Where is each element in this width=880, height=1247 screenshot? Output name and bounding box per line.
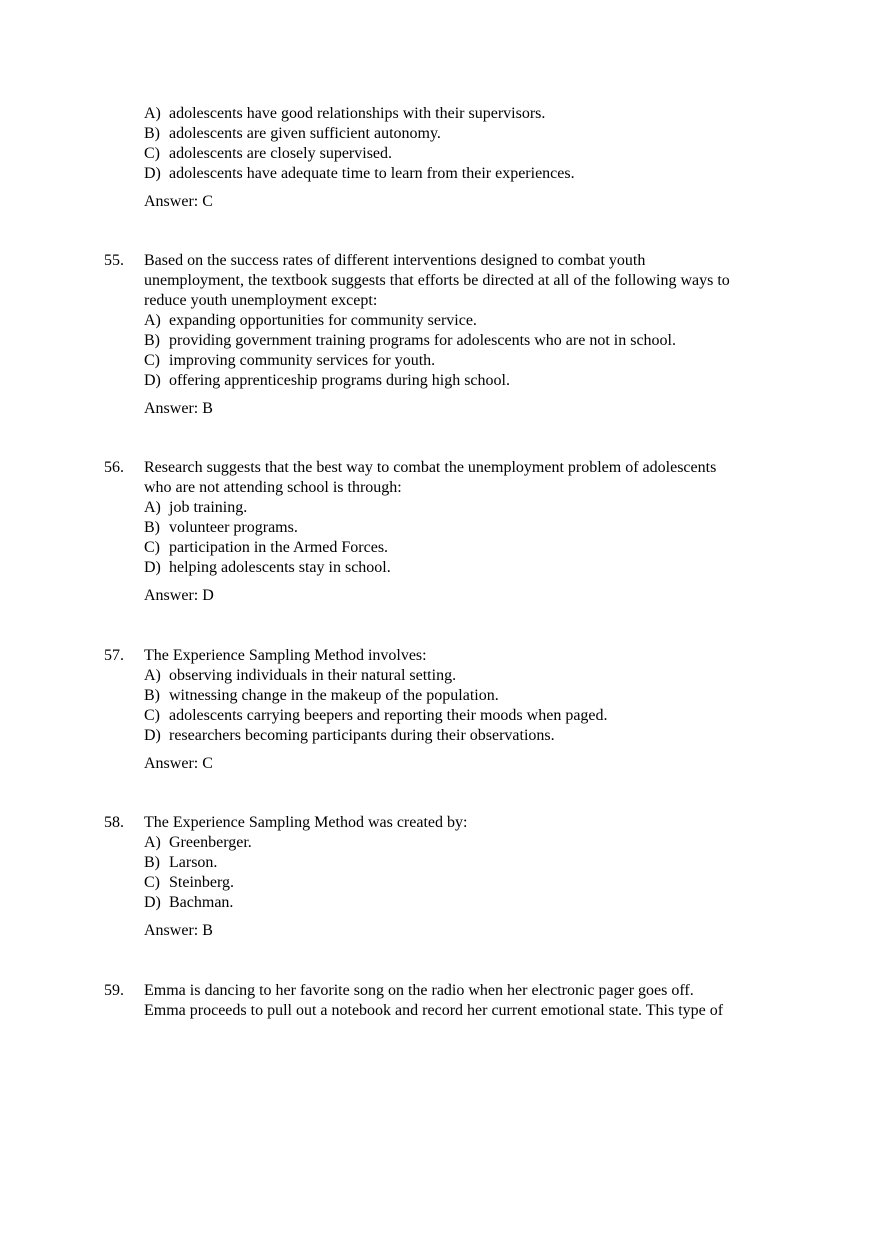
question-stem-line: Emma is dancing to her favorite song on the radio when her electronic pager goes off. [144, 982, 694, 999]
option-d: D) helping adolescents stay in school. [144, 559, 391, 576]
option-a: A) adolescents have good relationships with their supervisors. [144, 105, 546, 122]
question-number: 55. [104, 252, 124, 269]
question-stem-line: The Experience Sampling Method involves: [144, 647, 427, 664]
option-d: D) adolescents have adequate time to learn from their experiences. [144, 165, 575, 182]
option-a: A) expanding opportunities for community service. [144, 312, 477, 329]
option-b: B) witnessing change in the makeup of the population. [144, 687, 499, 704]
question-stem-line: who are not attending school is through: [144, 479, 402, 496]
option-c: C) Steinberg. [144, 874, 235, 891]
option-d: D) offering apprenticeship programs during high school. [144, 372, 510, 389]
question-stem-line: Emma proceeds to pull out a notebook and record her current emotional state. This type of [144, 1002, 724, 1019]
option-c: C) improving community services for youth. [144, 352, 436, 369]
option-b: B) adolescents are given sufficient autonomy. [144, 125, 441, 142]
question-stem-line: reduce youth unemployment except: [144, 292, 378, 309]
answer-text: Answer: C [144, 755, 213, 772]
option-c: C) adolescents are closely supervised. [144, 145, 393, 162]
question-stem-line: The Experience Sampling Method was created by: [144, 814, 468, 831]
answer-text: Answer: B [144, 922, 213, 939]
answer-text: Answer: B [144, 400, 213, 417]
option-a: A) job training. [144, 499, 248, 516]
answer-text: Answer: D [144, 587, 214, 604]
option-c: C) participation in the Armed Forces. [144, 539, 389, 556]
option-d: D) Bachman. [144, 894, 234, 911]
option-d: D) researchers becoming participants during their observations. [144, 727, 555, 744]
question-number: 57. [104, 647, 124, 664]
option-a: A) Greenberger. [144, 834, 252, 851]
question-number: 56. [104, 459, 124, 476]
question-stem-line: Based on the success rates of different interventions designed to combat youth [144, 252, 646, 269]
option-b: B) Larson. [144, 854, 218, 871]
question-stem-line: unemployment, the textbook suggests that efforts be directed at all of the following ways to [144, 272, 730, 289]
question-number: 58. [104, 814, 124, 831]
question-stem-line: Research suggests that the best way to combat the unemployment problem of adolescents [144, 459, 717, 476]
question-number: 59. [104, 982, 124, 999]
option-c: C) adolescents carrying beepers and reporting their moods when paged. [144, 707, 608, 724]
answer-text: Answer: C [144, 193, 213, 210]
option-b: B) providing government training programs for adolescents who are not in school. [144, 332, 676, 349]
option-a: A) observing individuals in their natural setting. [144, 667, 457, 684]
option-b: B) volunteer programs. [144, 519, 298, 536]
